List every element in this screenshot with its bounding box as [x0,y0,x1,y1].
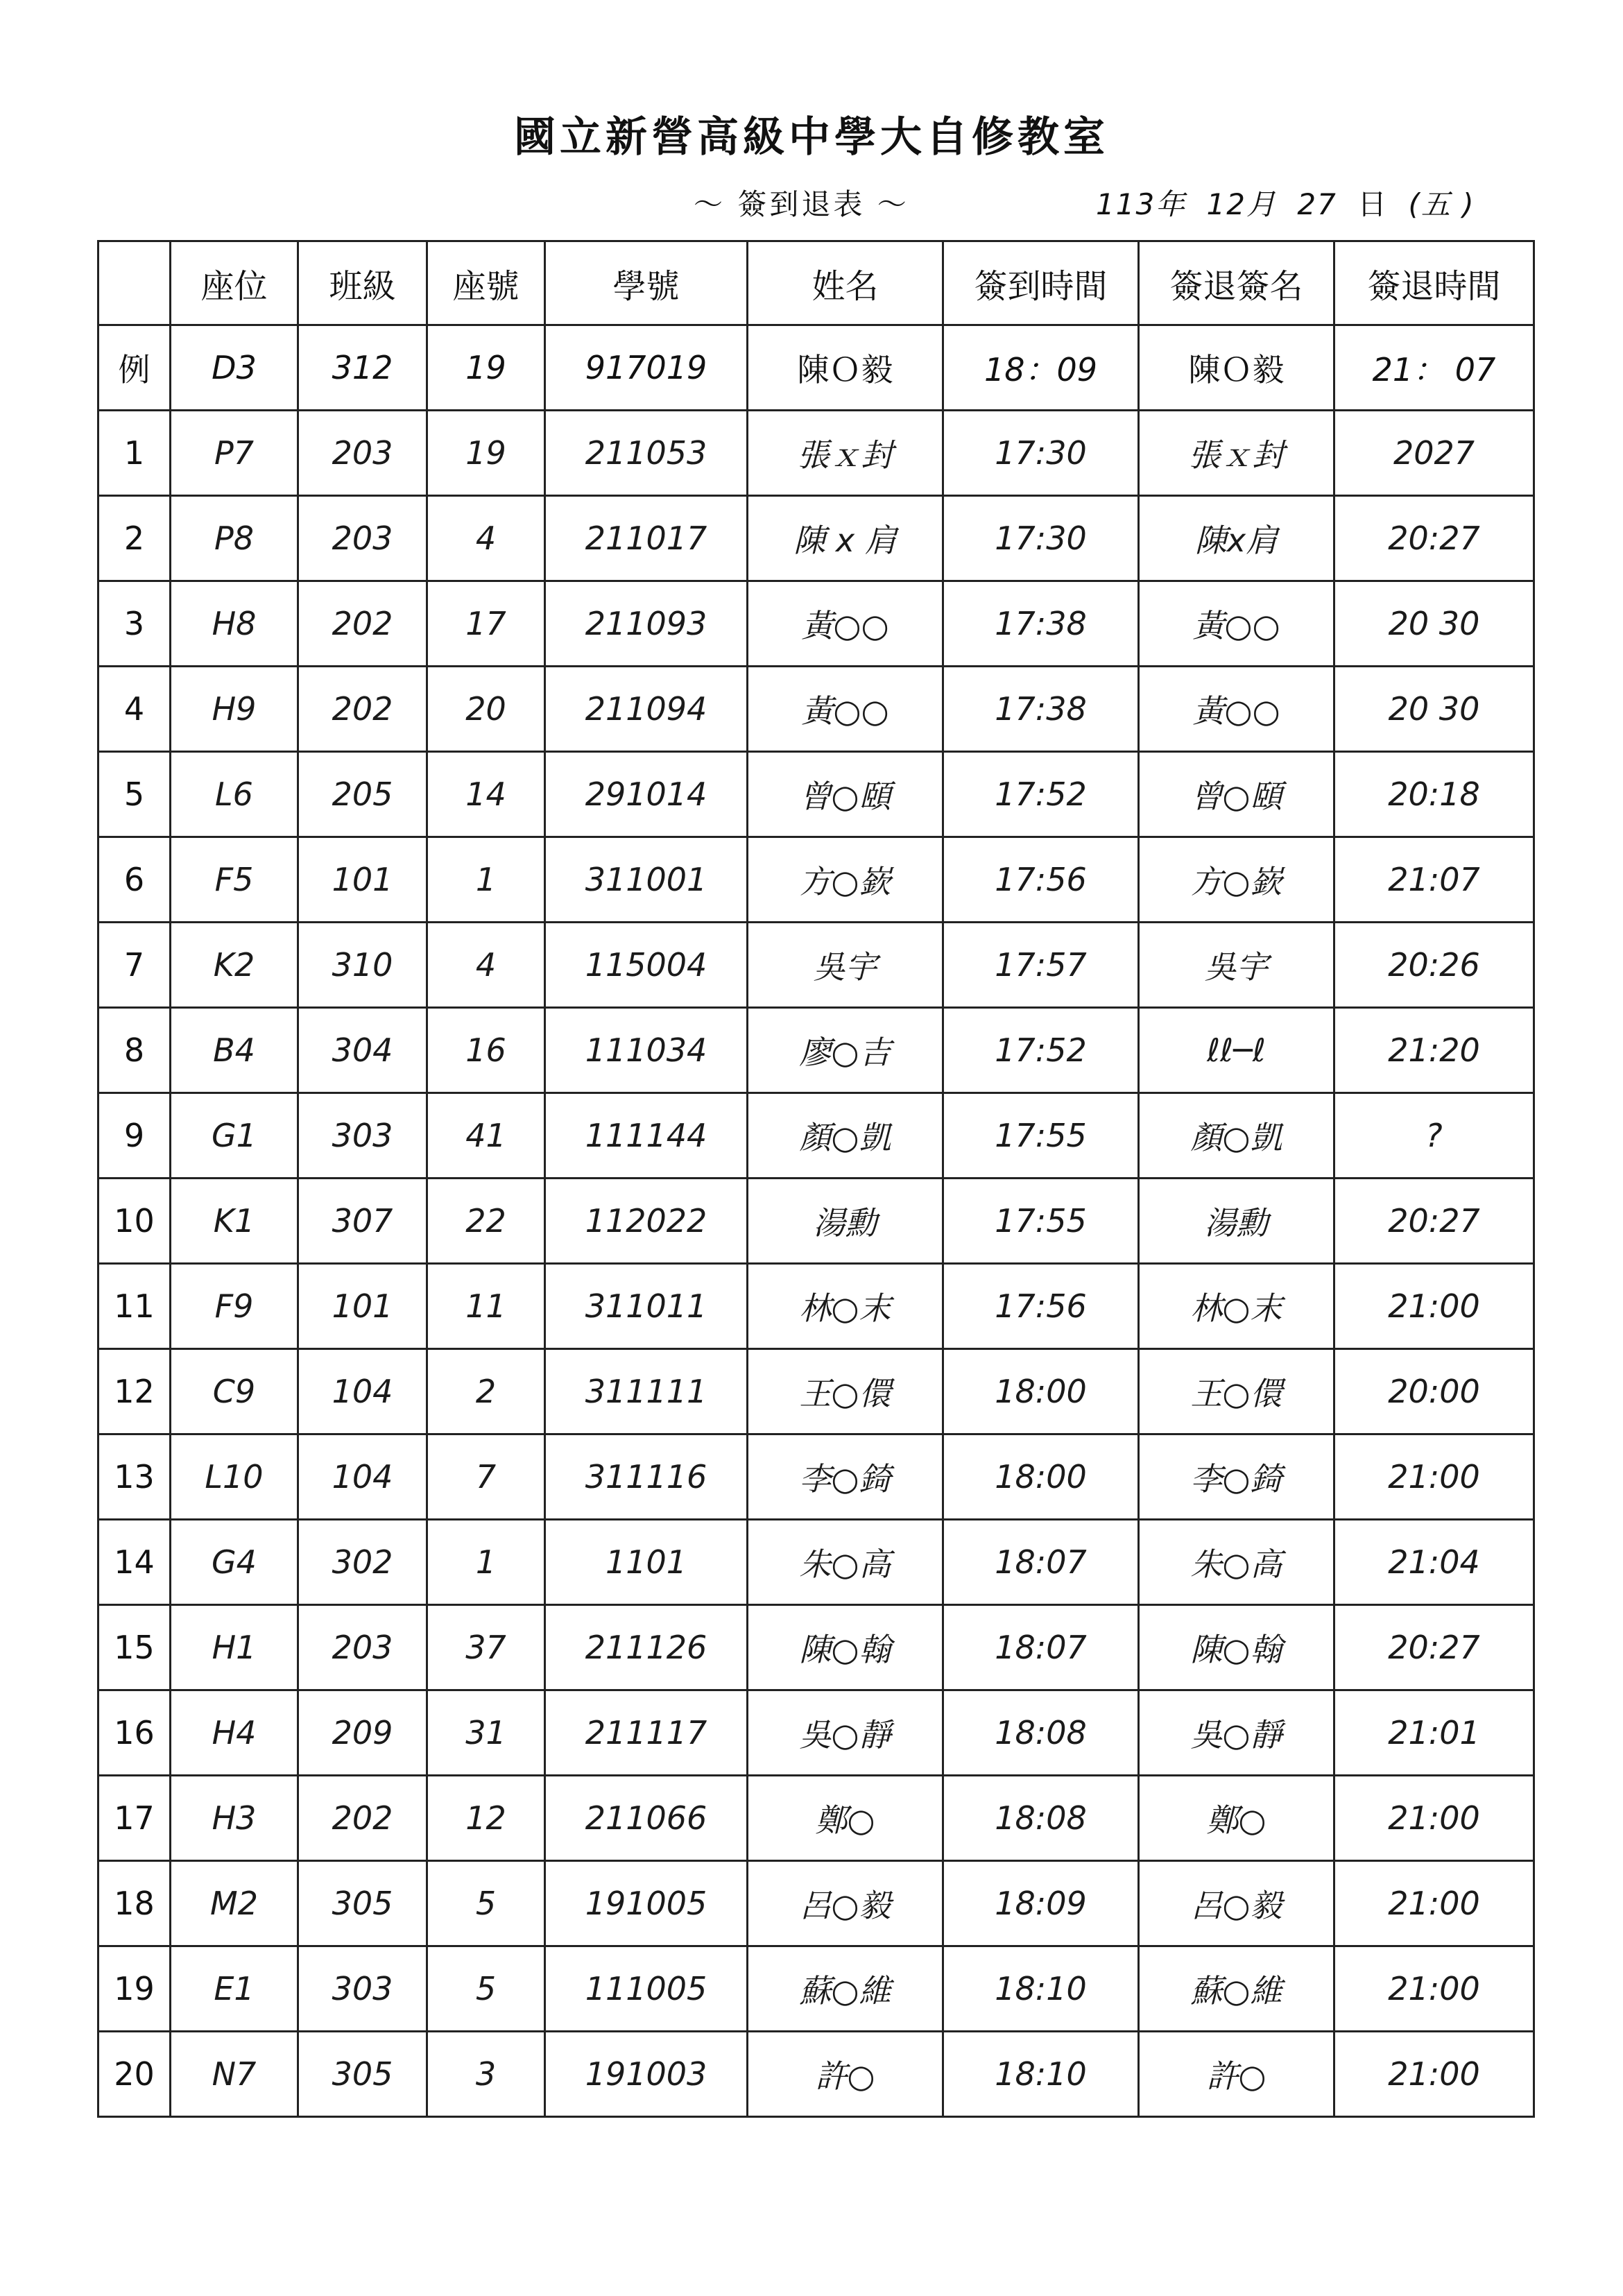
cell-index: 6 [98,837,171,923]
cell-in-time: 18：09 [943,325,1139,411]
cell-out-time: 21:00 [1334,1776,1534,1861]
form-date [1096,182,1485,223]
cell-out-sign: 蘇○維 [1139,1946,1334,2032]
cell-class: 203 [298,496,427,581]
cell-name: 王○儇 [748,1349,943,1434]
cell-student-id: 917019 [545,325,748,411]
cell-out-time: 21:20 [1334,1008,1534,1093]
cell-seat: G4 [171,1520,298,1605]
cell-class: 101 [298,1264,427,1349]
cell-class: 202 [298,581,427,667]
cell-class: 312 [298,325,427,411]
cell-index: 12 [98,1349,171,1434]
cell-seat: M2 [171,1861,298,1946]
cell-in-time: 17:55 [943,1179,1139,1264]
cell-out-time: 20:00 [1334,1349,1534,1434]
cell-name: 顏○凱 [748,1093,943,1179]
table-row [98,923,1534,1008]
cell-index: 19 [98,1946,171,2032]
cell-in-time: 18:08 [943,1776,1139,1861]
cell-class: 205 [298,752,427,837]
header-number: 座號 [427,241,545,325]
cell-in-time: 18:08 [943,1690,1139,1776]
cell-seat: H4 [171,1690,298,1776]
cell-out-time: 21:00 [1334,1264,1534,1349]
cell-class: 302 [298,1520,427,1605]
cell-seat: K2 [171,923,298,1008]
cell-name: 蘇○維 [748,1946,943,2032]
table-row [98,1008,1534,1093]
cell-index: 11 [98,1264,171,1349]
cell-number: 4 [427,923,545,1008]
cell-seat: C9 [171,1349,298,1434]
cell-index: 13 [98,1434,171,1520]
cell-student-id: 311001 [545,837,748,923]
cell-name: 曾○頤 [748,752,943,837]
cell-seat: E1 [171,1946,298,2032]
cell-in-time: 17:38 [943,581,1139,667]
table-header-row [98,241,1534,325]
cell-name: 黃○○ [748,581,943,667]
table-row [98,1605,1534,1690]
cell-name: 陳 x 肩 [748,496,943,581]
cell-seat: F5 [171,837,298,923]
cell-name: 鄭○ [748,1776,943,1861]
date-year: 113年 [1096,187,1187,221]
table-row [98,1179,1534,1264]
cell-out-sign: 張ｘ封 [1139,411,1334,496]
table-row [98,1776,1534,1861]
cell-class: 104 [298,1434,427,1520]
cell-out-time: 2027 [1334,411,1534,496]
cell-seat: D3 [171,325,298,411]
cell-student-id: 211094 [545,667,748,752]
cell-in-time: 18:07 [943,1520,1139,1605]
cell-student-id: 211093 [545,581,748,667]
cell-name: 林○末 [748,1264,943,1349]
cell-out-sign: 李○錡 [1139,1434,1334,1520]
table-row [98,1434,1534,1520]
cell-index: 1 [98,411,171,496]
cell-number: 19 [427,411,545,496]
cell-out-time: 20 30 [1334,667,1534,752]
cell-seat: B4 [171,1008,298,1093]
cell-out-sign: 黃○○ [1139,581,1334,667]
cell-out-sign: 朱○高 [1139,1520,1334,1605]
cell-out-time: ? [1334,1093,1534,1179]
cell-seat: L10 [171,1434,298,1520]
cell-student-id: 111005 [545,1946,748,2032]
cell-out-sign: 鄭○ [1139,1776,1334,1861]
cell-in-time: 17:56 [943,837,1139,923]
cell-in-time: 18:00 [943,1434,1139,1520]
table-row [98,496,1534,581]
cell-out-time: 20:27 [1334,496,1534,581]
cell-out-time: 21:01 [1334,1690,1534,1776]
cell-student-id: 1101 [545,1520,748,1605]
page-title: 國立新營高級中學大自修教室 [514,113,1109,162]
cell-out-time: 20:26 [1334,923,1534,1008]
cell-index: 16 [98,1690,171,1776]
cell-in-time: 18:10 [943,1946,1139,2032]
cell-number: 14 [427,752,545,837]
table-row [98,1690,1534,1776]
cell-seat: F9 [171,1264,298,1349]
cell-out-time: 21:00 [1334,1861,1534,1946]
header-name: 姓名 [748,241,943,325]
table-row [98,411,1534,496]
cell-seat: H3 [171,1776,298,1861]
cell-name: 吳宇 [748,923,943,1008]
date-weekday: (五 ) [1408,187,1475,221]
cell-number: 11 [427,1264,545,1349]
cell-out-sign: 曾○頤 [1139,752,1334,837]
cell-student-id: 111034 [545,1008,748,1093]
cell-number: 4 [427,496,545,581]
cell-out-sign: 陳Ｏ毅 [1139,325,1334,411]
cell-index: 8 [98,1008,171,1093]
cell-student-id: 211053 [545,411,748,496]
cell-seat: H9 [171,667,298,752]
table-row [98,752,1534,837]
cell-index: 4 [98,667,171,752]
cell-class: 104 [298,1349,427,1434]
cell-student-id: 115004 [545,923,748,1008]
cell-class: 203 [298,411,427,496]
cell-name: 許○ [748,2032,943,2117]
cell-out-time: 20:27 [1334,1179,1534,1264]
cell-number: 5 [427,1946,545,2032]
cell-class: 303 [298,1946,427,2032]
cell-class: 209 [298,1690,427,1776]
cell-out-time: 20:18 [1334,752,1534,837]
cell-out-time: 21:00 [1334,1434,1534,1520]
cell-in-time: 17:52 [943,752,1139,837]
cell-student-id: 211017 [545,496,748,581]
cell-index: 15 [98,1605,171,1690]
cell-in-time: 17:56 [943,1264,1139,1349]
cell-name: 陳Ｏ毅 [748,325,943,411]
cell-number: 7 [427,1434,545,1520]
cell-name: 陳○翰 [748,1605,943,1690]
cell-out-time: 21:00 [1334,2032,1534,2117]
cell-class: 303 [298,1093,427,1179]
cell-out-sign: 方○嶔 [1139,837,1334,923]
sign-in-table [97,240,1535,2118]
cell-student-id: 191003 [545,2032,748,2117]
table-row [98,1861,1534,1946]
cell-student-id: 111144 [545,1093,748,1179]
cell-number: 31 [427,1690,545,1776]
cell-number: 19 [427,325,545,411]
cell-index: 3 [98,581,171,667]
cell-number: 16 [427,1008,545,1093]
cell-number: 37 [427,1605,545,1690]
cell-seat: H8 [171,581,298,667]
cell-name: 朱○高 [748,1520,943,1605]
cell-index: 18 [98,1861,171,1946]
cell-class: 305 [298,2032,427,2117]
cell-student-id: 211126 [545,1605,748,1690]
header-index [98,241,171,325]
cell-out-time: 21:00 [1334,1946,1534,2032]
cell-in-time: 17:55 [943,1093,1139,1179]
cell-out-sign: 呂○毅 [1139,1861,1334,1946]
cell-class: 304 [298,1008,427,1093]
cell-in-time: 17:57 [943,923,1139,1008]
header-seat: 座位 [171,241,298,325]
cell-name: 呂○毅 [748,1861,943,1946]
cell-out-sign: ℓℓ─ℓ [1139,1008,1334,1093]
cell-number: 17 [427,581,545,667]
cell-in-time: 17:38 [943,667,1139,752]
cell-out-sign: 吳宇 [1139,923,1334,1008]
table-row [98,2032,1534,2117]
cell-class: 203 [298,1605,427,1690]
cell-student-id: 311116 [545,1434,748,1520]
header-class: 班級 [298,241,427,325]
cell-class: 307 [298,1179,427,1264]
cell-name: 方○嶔 [748,837,943,923]
cell-index: 20 [98,2032,171,2117]
cell-student-id: 211117 [545,1690,748,1776]
table-row [98,1520,1534,1605]
cell-out-sign: 湯勳 [1139,1179,1334,1264]
cell-student-id: 311111 [545,1349,748,1434]
cell-in-time: 17:52 [943,1008,1139,1093]
cell-seat: P8 [171,496,298,581]
cell-number: 5 [427,1861,545,1946]
cell-out-time: 20 30 [1334,581,1534,667]
table-row [98,1093,1534,1179]
cell-number: 20 [427,667,545,752]
cell-seat: H1 [171,1605,298,1690]
cell-out-time: 21： 07 [1334,325,1534,411]
cell-seat: P7 [171,411,298,496]
cell-out-time: 21:07 [1334,837,1534,923]
table-row [98,837,1534,923]
cell-out-sign: 黃○○ [1139,667,1334,752]
cell-in-time: 18:00 [943,1349,1139,1434]
cell-seat: G1 [171,1093,298,1179]
cell-in-time: 18:09 [943,1861,1139,1946]
date-day: 27 [1297,187,1337,221]
cell-seat: N7 [171,2032,298,2117]
cell-number: 1 [427,1520,545,1605]
cell-student-id: 311011 [545,1264,748,1349]
cell-index: 例 [98,325,171,411]
cell-student-id: 191005 [545,1861,748,1946]
header-in-time: 簽到時間 [943,241,1139,325]
table-row [98,581,1534,667]
cell-student-id: 211066 [545,1776,748,1861]
cell-out-sign: 陳○翰 [1139,1605,1334,1690]
cell-in-time: 17:30 [943,411,1139,496]
cell-in-time: 18:10 [943,2032,1139,2117]
cell-out-sign: 顏○凱 [1139,1093,1334,1179]
header-out-sign: 簽退簽名 [1139,241,1334,325]
cell-name: 廖○吉 [748,1008,943,1093]
table-row [98,1946,1534,2032]
cell-name: 李○錡 [748,1434,943,1520]
date-day-unit: 日 [1357,187,1389,221]
cell-index: 17 [98,1776,171,1861]
cell-name: 黃○○ [748,667,943,752]
cell-class: 310 [298,923,427,1008]
cell-name: 張ｘ封 [748,411,943,496]
cell-name: 吳○靜 [748,1690,943,1776]
cell-student-id: 291014 [545,752,748,837]
cell-out-time: 20:27 [1334,1605,1534,1690]
cell-seat: L6 [171,752,298,837]
cell-index: 2 [98,496,171,581]
cell-out-sign: 陳x肩 [1139,496,1334,581]
cell-out-sign: 吳○靜 [1139,1690,1334,1776]
cell-number: 3 [427,2032,545,2117]
cell-in-time: 17:30 [943,496,1139,581]
cell-number: 2 [427,1349,545,1434]
header-out-time: 簽退時間 [1334,241,1534,325]
cell-out-sign: 王○儇 [1139,1349,1334,1434]
cell-index: 10 [98,1179,171,1264]
cell-name: 湯勳 [748,1179,943,1264]
cell-out-sign: 林○末 [1139,1264,1334,1349]
cell-seat: K1 [171,1179,298,1264]
cell-index: 14 [98,1520,171,1605]
cell-number: 41 [427,1093,545,1179]
table-row [98,1349,1534,1434]
cell-out-sign: 許○ [1139,2032,1334,2117]
cell-index: 5 [98,752,171,837]
cell-in-time: 18:07 [943,1605,1139,1690]
cell-index: 9 [98,1093,171,1179]
cell-class: 202 [298,667,427,752]
header-student-id: 學號 [545,241,748,325]
cell-class: 305 [298,1861,427,1946]
table-row [98,667,1534,752]
cell-student-id: 112022 [545,1179,748,1264]
cell-class: 202 [298,1776,427,1861]
example-row [98,325,1534,411]
cell-number: 1 [427,837,545,923]
cell-number: 12 [427,1776,545,1861]
form-subtitle: ～ 簽到退表 ～ [694,187,909,221]
date-month: 12月 [1206,187,1277,221]
cell-out-time: 21:04 [1334,1520,1534,1605]
cell-class: 101 [298,837,427,923]
cell-index: 7 [98,923,171,1008]
table-row [98,1264,1534,1349]
cell-number: 22 [427,1179,545,1264]
